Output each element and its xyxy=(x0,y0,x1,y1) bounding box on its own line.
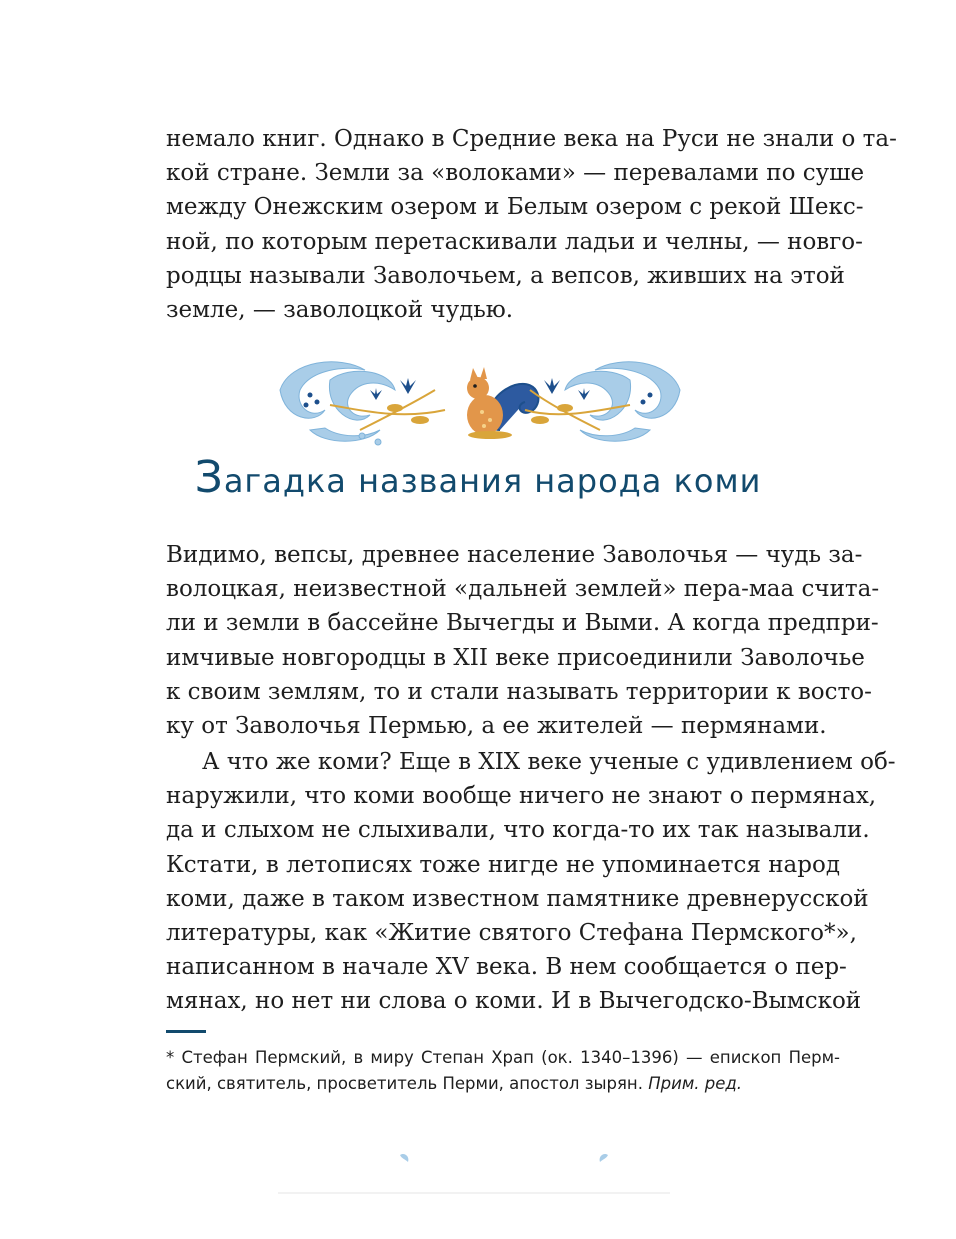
section-heading xyxy=(0,452,956,503)
right-swirl-ornament xyxy=(565,362,680,441)
text-line: между Онежским озером и Белым озером с рекой Шекс- xyxy=(166,194,864,221)
text-line: мянах, но нет ни слова о коми. И в Вычегодско-Вымской xyxy=(166,988,862,1015)
paragraph-3 xyxy=(166,745,896,1019)
bottom-ornament-fragment xyxy=(270,1150,690,1200)
squirrel-icon xyxy=(467,367,538,439)
footnote xyxy=(166,1045,840,1097)
left-swirl-ornament xyxy=(280,362,395,445)
text-line: ли и земли в бассейне Вычегды и Выми. А когда предпри- xyxy=(166,610,879,637)
text-line: Кстати, в летописях тоже нигде не упоминается народ xyxy=(166,851,840,878)
squirrel-folk-ornament xyxy=(270,350,690,450)
footnote-line: * Стефан Пермский, в миру Степан Храп (ок. 1340–1396) — епископ Перм- xyxy=(166,1048,840,1067)
footnote-line xyxy=(166,1071,840,1097)
text-line: имчивые новгородцы в XII веке присоединили Заволочье xyxy=(166,644,865,671)
text-line: литературы, как «Житие святого Стефана Пермского*», xyxy=(166,920,857,947)
text-line: ной, по которым перетаскивали ладьи и челны, — новго- xyxy=(166,228,863,255)
text-line: да и слыхом не слыхивали, что когда-то их так называли. xyxy=(166,817,870,844)
heading-text: агадка названия народа коми xyxy=(223,462,762,500)
text-line: волоцкая, неизвестной «дальней землей» пера-маа счита- xyxy=(166,576,880,603)
footnote-rule xyxy=(166,1030,206,1033)
text-line: к своим землям, то и стали называть территории к восто- xyxy=(166,678,872,705)
paragraph-2 xyxy=(166,538,880,743)
text-line: немало книг. Однако в Средние века на Руси не знали о та- xyxy=(166,126,897,152)
text-line: родцы называли Заволочьем, а вепсов, живших на этой xyxy=(166,262,845,289)
paragraph-1 xyxy=(166,122,897,327)
text-line: написанном в начале XV века. В нем сообщается о пер- xyxy=(166,954,847,981)
heading-initial: З xyxy=(194,452,224,503)
editor-note: Прим. ред. xyxy=(648,1074,743,1093)
text-line: наружили, что коми вообще ничего не знают о пермянах, xyxy=(166,783,877,810)
text-line: Видимо, вепсы, древнее население Заволочья — чудь за- xyxy=(166,542,863,568)
text-line: А что же коми? Еще в XIX веке ученые с удивлением об- xyxy=(202,749,896,775)
text-line: коми, даже в таком известном памятнике древнерусской xyxy=(166,885,869,912)
footnote-text: ский, святитель, просветитель Перми, апостол зырян. xyxy=(166,1074,643,1093)
text-line: ку от Заволочья Пермью, а ее жителей — пермянами. xyxy=(166,713,827,740)
text-line: кой стране. Земли за «волоками» — перевалами по суше xyxy=(166,160,865,187)
text-line: земле, — заволоцкой чудью. xyxy=(166,297,514,324)
